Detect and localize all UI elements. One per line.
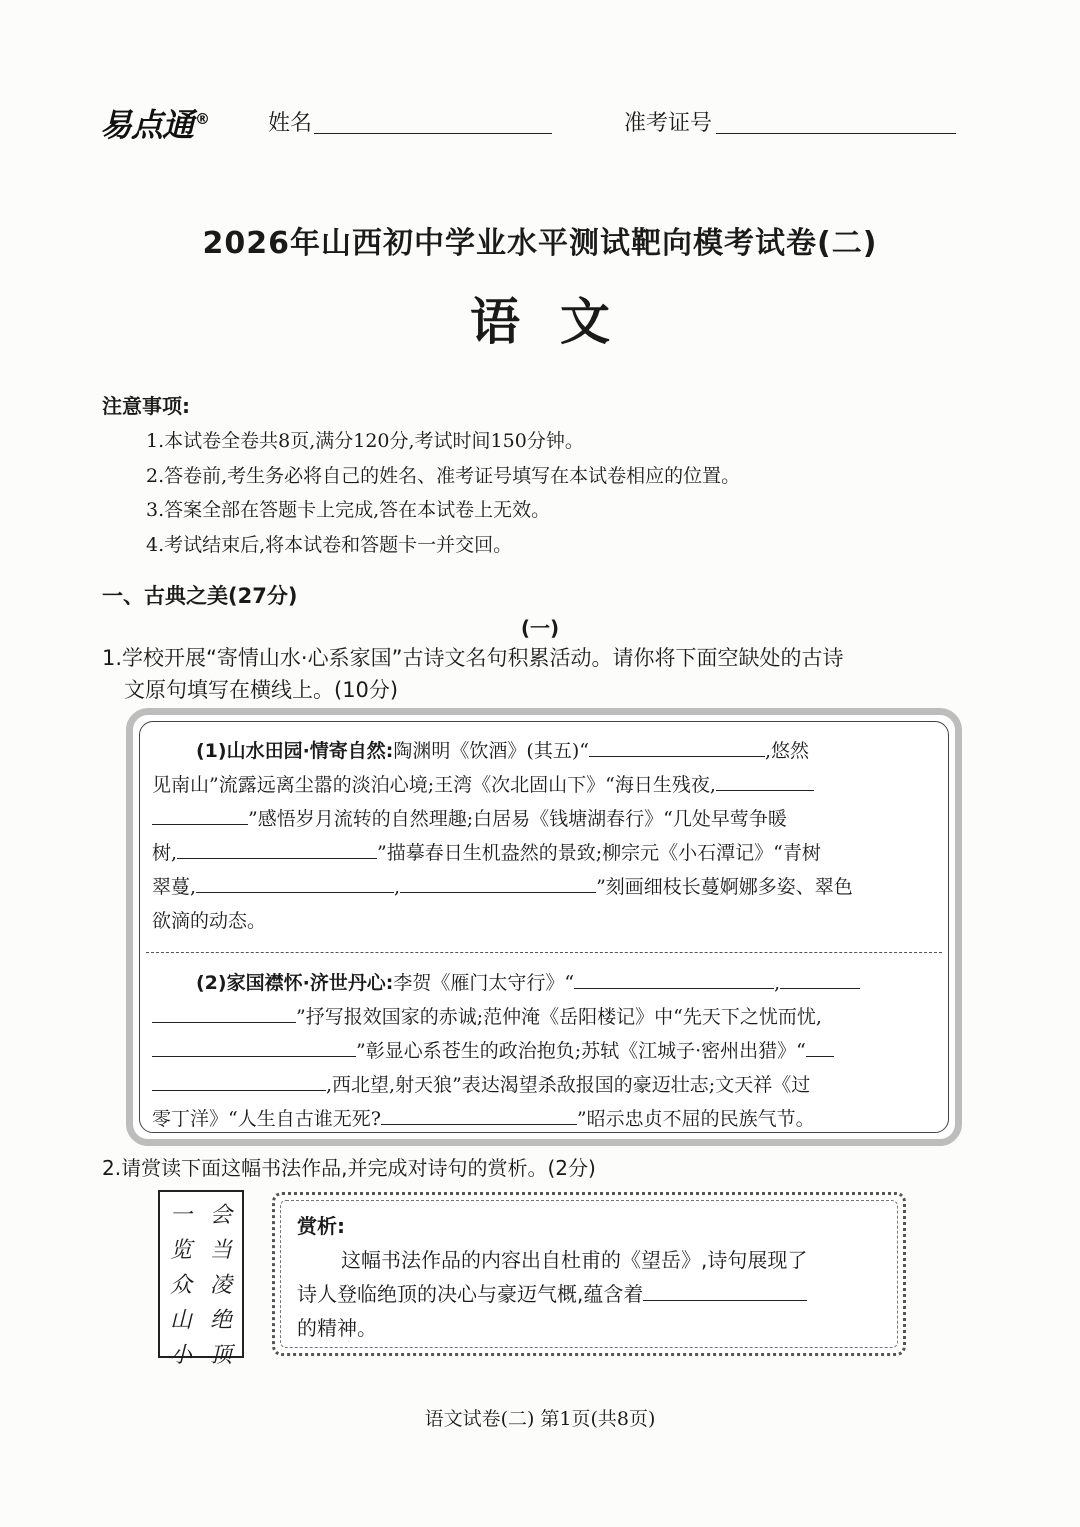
dashed-divider (146, 952, 942, 953)
notice-item: 3.答案全部在答题卡上完成,答在本试卷上无效。 (146, 499, 551, 521)
notice-item: 1.本试卷全卷共8页,满分120分,考试时间150分钟。 (146, 430, 584, 452)
answer-blank[interactable] (152, 1003, 296, 1023)
answer-blank[interactable] (716, 771, 814, 791)
name-field[interactable] (314, 133, 552, 134)
answer-blank[interactable] (589, 737, 765, 757)
notice-heading: 注意事项: (102, 394, 190, 418)
analysis-text: 的精神。 (297, 1316, 377, 1340)
answer-blank[interactable] (152, 1071, 326, 1091)
header (100, 96, 980, 146)
answer-blank[interactable] (780, 969, 860, 989)
fill-in-box (126, 708, 962, 1146)
subject-title: 语文 (470, 293, 650, 351)
question-1-line: 文原句填写在横线上。(10分) (124, 678, 399, 702)
calligraphy-artwork (158, 1190, 244, 1368)
answer-blank[interactable] (574, 969, 774, 989)
notice-list (146, 424, 740, 562)
exam-id-field[interactable] (716, 133, 956, 134)
name-label: 姓名 (268, 111, 313, 136)
question-1 (102, 642, 972, 706)
question-2: 2.请赏读下面这幅书法作品,并完成对诗句的赏析。(2分) (102, 1156, 596, 1180)
answer-blank[interactable] (381, 1105, 577, 1125)
brand-logo: 易点通 ® (100, 106, 210, 144)
calligraphy-column-right: 会 当 凌 绝 顶 (209, 1203, 232, 1368)
answer-blank[interactable] (196, 873, 394, 893)
answer-blank[interactable] (643, 1280, 807, 1301)
answer-blank[interactable] (152, 805, 248, 825)
fill-in-part-1: (1)山水田园·情寄自然:陶渊明《饮酒》(其五)“ ,悠然 见南山”流露远离尘嚣的淡泊心境;王湾《次北固山下》“海日生残夜, ”感悟岁月流转的自然理趣;白居易《钱塘湖春行》“几处早莺争暖 树, ”描摹春日生机盎然的景致;柳宗元《小石潭记》“青树 翠蔓, , ”刻画细枝长蔓婀娜多姿、翠色 欲滴的动态。 (152, 734, 952, 938)
analysis-text: 这幅书法作品的内容出自杜甫的《望岳》,诗句展现了 (341, 1248, 808, 1272)
page-footer: 语文试卷(二) 第1页(共8页) (424, 1408, 656, 1430)
exam-id-label: 准考证号 (624, 111, 713, 136)
fill-in-part-2: (2)家国襟怀·济世丹心:李贺《雁门太守行》“ , ”抒写报效国家的赤诚;范仲淹《岳阳楼记》中“先天下之忧而忧, ”彰显心系苍生的政治抱负;苏轼《江城子·密州出猎》“ ,西北望,射天狼”表达渴望杀敌报国的豪迈壮志;文天祥《过 零丁洋》“人生自古谁无死? ”昭示忠贞不屈的民族气节。 (152, 966, 952, 1136)
notice-item: 4.考试结束后,将本试卷和答题卡一并交回。 (146, 533, 513, 556)
subsection-heading: (一) (520, 616, 560, 640)
analysis-text: 诗人登临绝顶的决心与豪迈气概,蕴含着 (297, 1282, 644, 1306)
answer-blank[interactable] (400, 873, 596, 893)
analysis-box (272, 1192, 906, 1356)
exam-title: 2026年山西初中学业水平测试靶向模考试卷(二) (202, 226, 878, 261)
answer-blank[interactable] (806, 1037, 834, 1057)
analysis-label: 赏析: (297, 1214, 345, 1238)
answer-blank[interactable] (152, 1037, 356, 1057)
question-1-line: 1.学校开展“寄情山水·心系家国”古诗文名句积累活动。请你将下面空缺处的古诗 (102, 646, 844, 670)
notice-item: 2.答卷前,考生务必将自己的姓名、准考证号填写在本试卷相应的位置。 (146, 464, 741, 487)
answer-blank[interactable] (177, 839, 377, 859)
section-heading: 一、古典之美(27分) (102, 584, 298, 608)
calligraphy-column-left: 一 览 众 山 小 (169, 1203, 192, 1368)
